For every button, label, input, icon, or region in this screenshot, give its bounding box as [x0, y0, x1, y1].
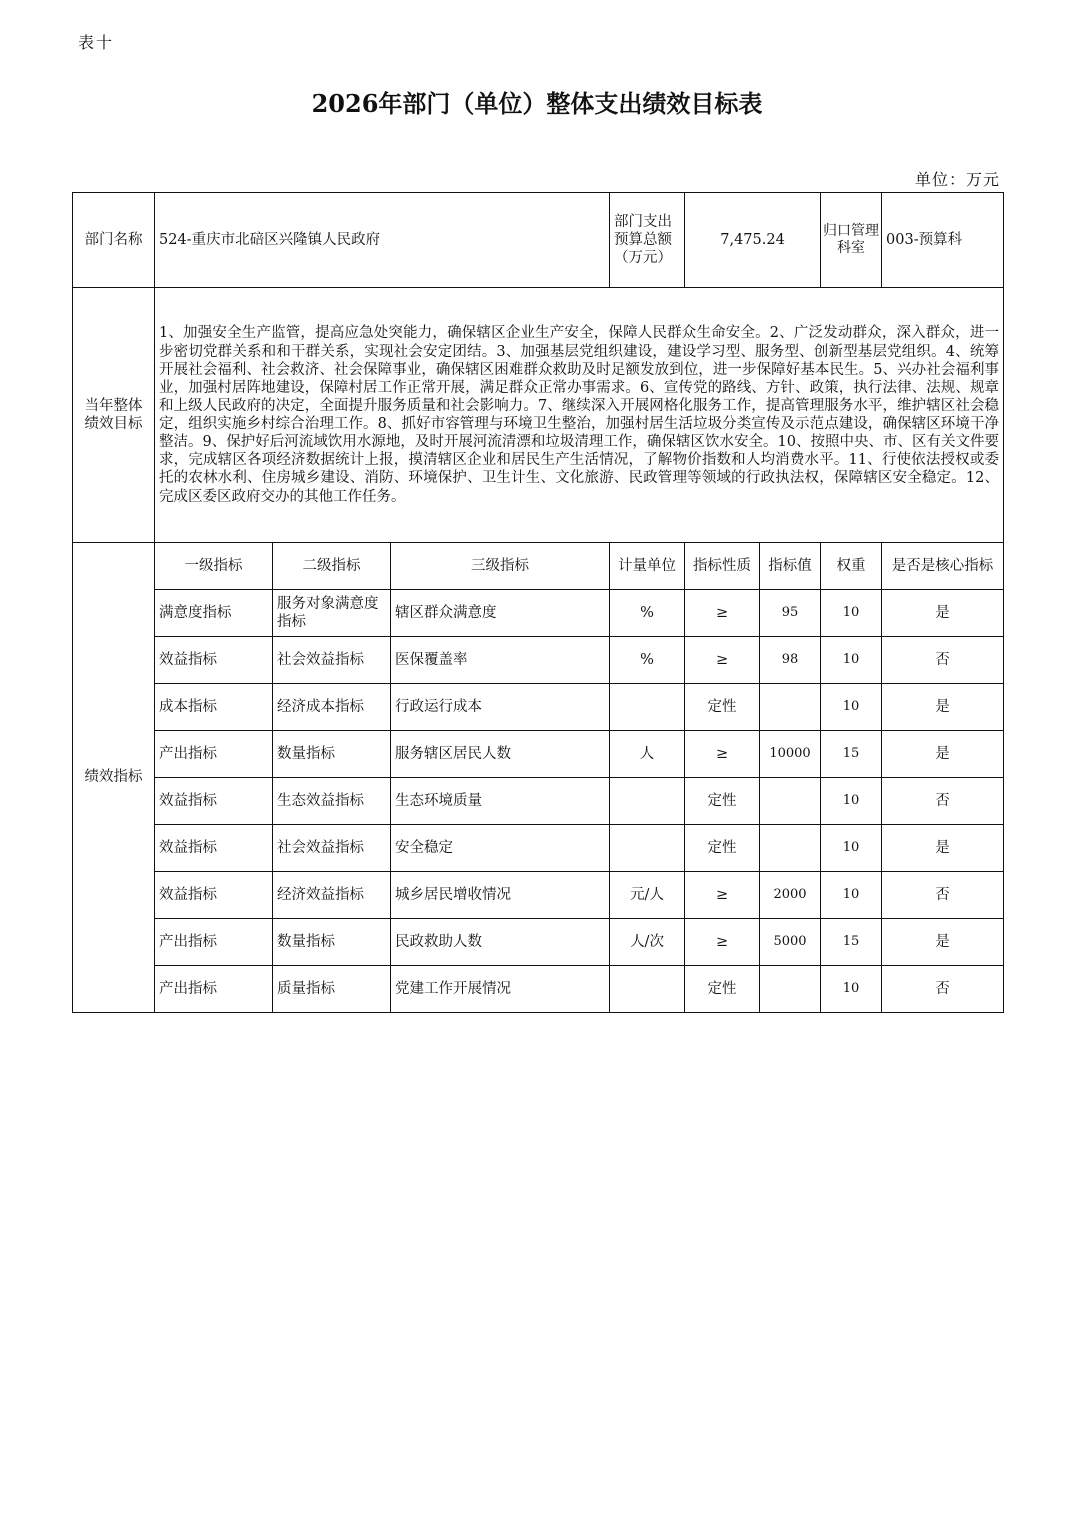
unit-cell: 人/次	[610, 919, 685, 966]
core-indicator-cell: 否	[882, 778, 1004, 825]
mgmt-dept-value: 003-预算科	[882, 193, 1004, 288]
level1-cell: 产出指标	[155, 731, 273, 778]
annual-goal-row	[73, 288, 1004, 543]
indicator-row	[73, 731, 1004, 778]
col-header-nature: 指标性质	[685, 543, 760, 590]
level3-cell: 党建工作开展情况	[391, 966, 610, 1013]
level1-cell: 成本指标	[155, 684, 273, 731]
col-header-value: 指标值	[760, 543, 821, 590]
core-indicator-cell: 否	[882, 872, 1004, 919]
nature-cell: ≥	[685, 637, 760, 684]
weight-cell: 10	[821, 825, 882, 872]
col-header-core: 是否是核心指标	[882, 543, 1004, 590]
budget-label: 部门支出预算总额（万元）	[610, 193, 685, 288]
target-value-cell	[760, 966, 821, 1013]
weight-cell: 10	[821, 778, 882, 825]
col-header-level2: 二级指标	[273, 543, 391, 590]
level2-cell: 经济成本指标	[273, 684, 391, 731]
nature-cell: ≥	[685, 731, 760, 778]
weight-cell: 10	[821, 590, 882, 637]
unit-cell	[610, 684, 685, 731]
core-indicator-cell: 否	[882, 966, 1004, 1013]
indicator-row	[73, 919, 1004, 966]
nature-cell: ≥	[685, 919, 760, 966]
unit-cell	[610, 825, 685, 872]
level3-cell: 生态环境质量	[391, 778, 610, 825]
target-value-cell	[760, 684, 821, 731]
nature-cell: 定性	[685, 825, 760, 872]
level3-cell: 服务辖区居民人数	[391, 731, 610, 778]
indicator-row	[73, 966, 1004, 1013]
indicator-row	[73, 778, 1004, 825]
level1-cell: 效益指标	[155, 637, 273, 684]
table-number: 表十	[78, 33, 115, 52]
weight-cell: 15	[821, 731, 882, 778]
level2-cell: 生态效益指标	[273, 778, 391, 825]
target-value-cell	[760, 825, 821, 872]
mgmt-dept-label: 归口管理科室	[821, 193, 882, 288]
level3-cell: 民政救助人数	[391, 919, 610, 966]
indicator-header-row	[73, 543, 1004, 590]
page-title: 2026年部门（单位）整体支出绩效目标表	[311, 89, 763, 118]
nature-cell: ≥	[685, 590, 760, 637]
nature-cell: 定性	[685, 778, 760, 825]
target-value-cell	[760, 778, 821, 825]
col-header-level3: 三级指标	[391, 543, 610, 590]
level1-cell: 效益指标	[155, 825, 273, 872]
core-indicator-cell: 否	[882, 637, 1004, 684]
level1-cell: 产出指标	[155, 919, 273, 966]
level2-cell: 数量指标	[273, 919, 391, 966]
core-indicator-cell: 是	[882, 731, 1004, 778]
core-indicator-cell: 是	[882, 590, 1004, 637]
annual-goal-text: 1、加强安全生产监管，提高应急处突能力，确保辖区企业生产安全，保障人民群众生命安全。2、广泛发动群众，深入群众，进一步密切党群关系和和干群关系，实现社会安定团结。3、加强基层党组织建设，建设学习型、服务型、创新型基层党组织。4、统筹开展社会福利、社会救济、社会保障事业，确保辖区困难群众救助及时足额发放到位，进一步保障好基本民生。5、兴办社会福利事业，加强村居阵地建设，保障村居工作正常开展，满足群众正常办事需求。6、宣传党的路线、方针、政策，执行法律、法规、规章和上级人民政府的决定，全面提升服务质量和社会影响力。7、继续深入开展网格化服务工作，提高管理服务水平，维护辖区社会稳定，组织实施乡村综合治理工作。8、抓好市容管理与环境卫生整治，加强村居生活垃圾分类宣传及示范点建设，确保辖区环境干净整洁。9、保护好后河流域饮用水源地，及时开展河流清漂和垃圾清理工作，确保辖区饮水安全。10、按照中央、市、区有关文件要求，完成辖区各项经济数据统计上报，摸清辖区企业和居民生产生活情况，了解物价指数和人均消费水平。11、行使依法授权或委托的农林水利、住房城乡建设、消防、环境保护、卫生计生、文化旅游、民政管理等领域的行政执法权，保障辖区安全稳定。12、完成区委区政府交办的其他工作任务。	[155, 288, 1004, 543]
level3-cell: 医保覆盖率	[391, 637, 610, 684]
weight-cell: 10	[821, 872, 882, 919]
weight-cell: 10	[821, 684, 882, 731]
level3-cell: 辖区群众满意度	[391, 590, 610, 637]
col-header-weight: 权重	[821, 543, 882, 590]
unit-cell	[610, 778, 685, 825]
target-value-cell: 2000	[760, 872, 821, 919]
weight-cell: 10	[821, 637, 882, 684]
indicator-row	[73, 684, 1004, 731]
indicators-label: 绩效指标	[73, 543, 155, 1013]
col-header-level1: 一级指标	[155, 543, 273, 590]
level2-cell: 数量指标	[273, 731, 391, 778]
budget-value: 7,475.24	[685, 193, 821, 288]
core-indicator-cell: 是	[882, 919, 1004, 966]
unit-cell	[610, 966, 685, 1013]
level1-cell: 效益指标	[155, 778, 273, 825]
indicator-row	[73, 590, 1004, 637]
level2-cell: 服务对象满意度指标	[273, 590, 391, 637]
weight-cell: 15	[821, 919, 882, 966]
dept-name-value: 524-重庆市北碚区兴隆镇人民政府	[155, 193, 610, 288]
level3-cell: 城乡居民增收情况	[391, 872, 610, 919]
nature-cell: 定性	[685, 966, 760, 1013]
indicator-row	[73, 872, 1004, 919]
core-indicator-cell: 是	[882, 684, 1004, 731]
target-value-cell: 10000	[760, 731, 821, 778]
level3-cell: 行政运行成本	[391, 684, 610, 731]
dept-info-row	[73, 193, 1004, 288]
unit-cell: %	[610, 590, 685, 637]
level2-cell: 质量指标	[273, 966, 391, 1013]
level3-cell: 安全稳定	[391, 825, 610, 872]
nature-cell: ≥	[685, 872, 760, 919]
target-value-cell: 95	[760, 590, 821, 637]
performance-target-table	[72, 192, 1004, 1013]
dept-name-label: 部门名称	[73, 193, 155, 288]
level2-cell: 社会效益指标	[273, 825, 391, 872]
level2-cell: 社会效益指标	[273, 637, 391, 684]
indicator-row	[73, 825, 1004, 872]
unit-cell: 人	[610, 731, 685, 778]
target-value-cell: 98	[760, 637, 821, 684]
level1-cell: 产出指标	[155, 966, 273, 1013]
core-indicator-cell: 是	[882, 825, 1004, 872]
weight-cell: 10	[821, 966, 882, 1013]
col-header-unit: 计量单位	[610, 543, 685, 590]
unit-cell: 元/人	[610, 872, 685, 919]
indicator-row	[73, 637, 1004, 684]
level2-cell: 经济效益指标	[273, 872, 391, 919]
target-value-cell: 5000	[760, 919, 821, 966]
level1-cell: 满意度指标	[155, 590, 273, 637]
level1-cell: 效益指标	[155, 872, 273, 919]
unit-cell: %	[610, 637, 685, 684]
nature-cell: 定性	[685, 684, 760, 731]
unit-label: 单位：万元	[914, 170, 1000, 189]
annual-goal-label: 当年整体绩效目标	[73, 288, 155, 543]
